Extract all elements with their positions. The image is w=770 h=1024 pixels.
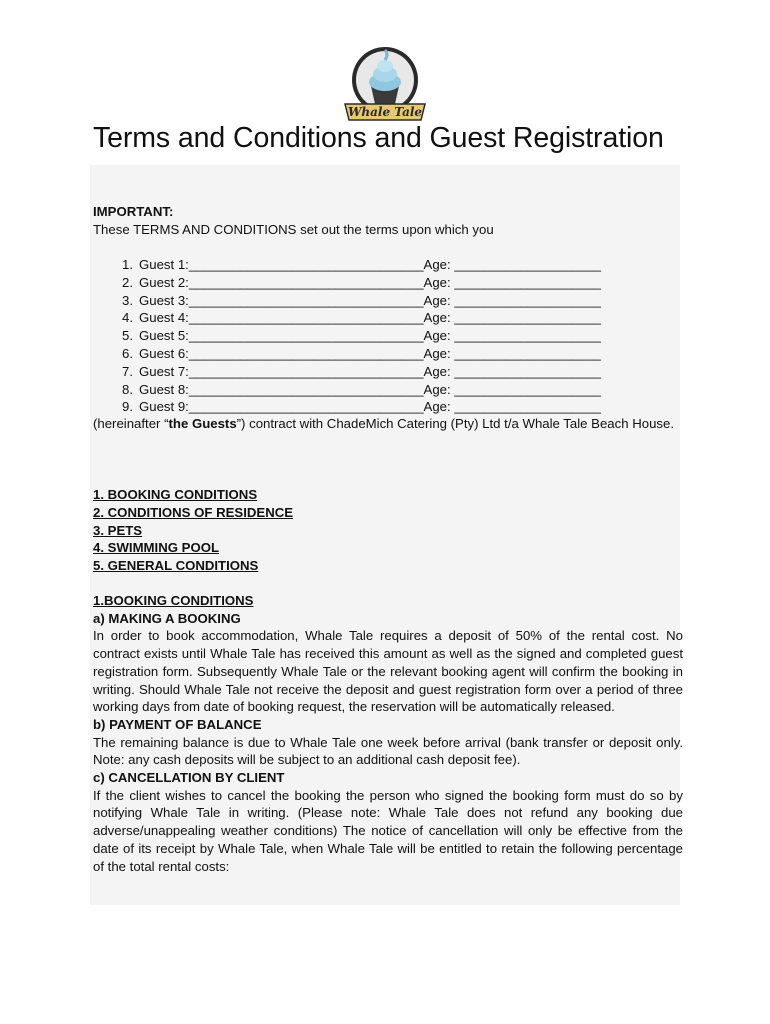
booking-section	[93, 592, 683, 875]
guest-row: 7. Guest 7:________________________________Age: ____________________	[122, 363, 602, 379]
guest-row: 5. Guest 5:________________________________Age: ____________________	[122, 328, 602, 344]
toc-item: 1. BOOKING CONDITIONS	[93, 487, 258, 502]
guest-row: 3. Guest 3:________________________________Age: ____________________	[122, 292, 602, 308]
booking-heading: 1.BOOKING CONDITIONS	[93, 593, 254, 608]
making-booking-heading: a) MAKING A BOOKING	[93, 610, 241, 626]
cancellation-heading: c) CANCELLATION BY CLIENT	[93, 770, 285, 786]
payment-heading: b) PAYMENT OF BALANCE	[93, 716, 262, 732]
toc-item: 2. CONDITIONS OF RESIDENCE	[93, 504, 294, 520]
page-title: Terms and Conditions and Guest Registration	[93, 122, 664, 154]
guest-row: 9. Guest 9:________________________________Age: ____________________	[122, 399, 602, 415]
guest-list	[93, 256, 683, 416]
toc-item: 5. GENERAL CONDITIONS	[93, 558, 259, 574]
guest-row: 2. Guest 2:________________________________Age: ____________________	[122, 274, 602, 290]
important-text: These TERMS AND CONDITIONS set out the terms upon which you	[93, 222, 494, 237]
logo-text: Whale Tale	[347, 105, 423, 119]
toc-item: 3. PETS	[93, 522, 143, 538]
cancellation-text: If the client wishes to cancel the booking the person who signed the booking form must do so by notifying Whale Tale in writing. (Please note: Whale Tale does not refund any booking due adverse/unappealing weather conditions) The notice of cancellation will only be effective from the date of its receipt by Whale Tale, when Whale Tale will be entitled to retain the following percentage of the total rental costs:	[93, 787, 683, 874]
cupcake-icon	[335, 42, 435, 126]
important-heading: IMPORTANT:	[93, 204, 174, 219]
guest-row: 4. Guest 4:________________________________Age: ____________________	[122, 310, 602, 326]
toc-item: 4. SWIMMING POOL	[93, 540, 220, 556]
making-booking-text: In order to book accommodation, Whale Tale requires a deposit of 50% of the rental cost. No contract exists until Whale Tale has received this amount as well as the signed and completed guest registration form. Subsequently Whale Tale or the relevant booking agent will confirm the booking in writing. Should Whale Tale not receive the deposit and guest registration form over a period of three working days from date of booking request, the reservation will be automatically released.	[93, 628, 683, 715]
payment-text: The remaining balance is due to Whale Tale one week before arrival (bank transfer or deposit only. Note: any cash deposits will be subject to an additional cash deposit fee).	[93, 734, 683, 768]
guest-row: 1. Guest 1:________________________________Age: ____________________	[122, 257, 602, 272]
guest-row: 8. Guest 8:________________________________Age: ____________________	[122, 381, 602, 397]
guest-row: 6. Guest 6:________________________________Age: ____________________	[122, 345, 602, 361]
hereinafter-text: (hereinafter “the Guests”) contract with ChadeMich Catering (Pty) Ltd t/a Whale Tale Beach House.	[93, 416, 674, 431]
table-of-contents	[93, 486, 293, 575]
